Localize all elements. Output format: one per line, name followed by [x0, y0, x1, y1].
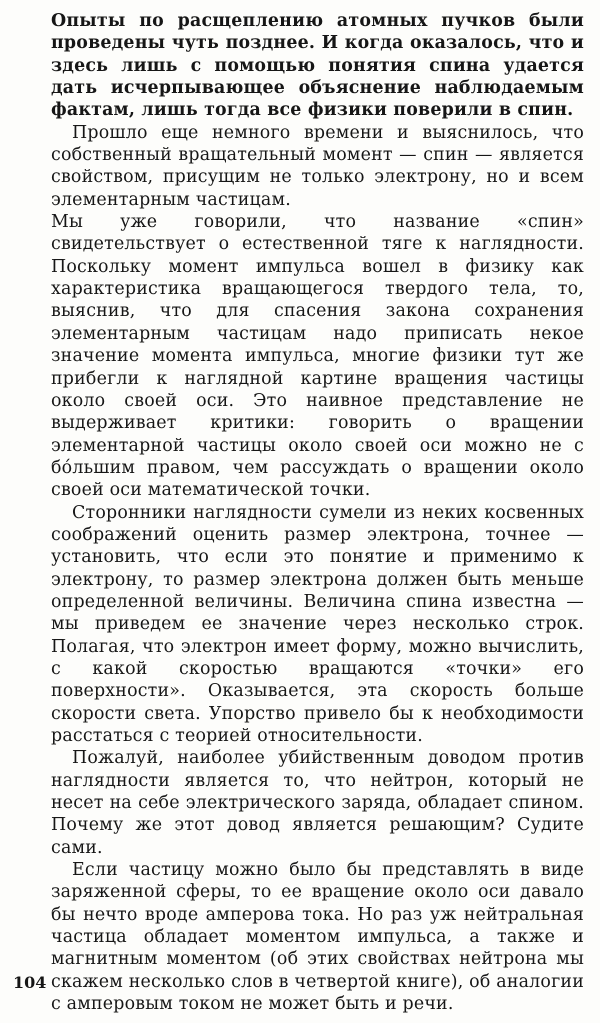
- paragraph-5: Пожалуй, наиболее убийственным доводом против наглядности является то, что нейтрон, который не несет на себе электрического заряда, обладает спином. Почему же этот довод является решающим? Судите сами.: [51, 748, 584, 858]
- paragraph-2: Прошло еще немного времени и выяснилось, что собственный вращательный момент — спин — является свойством, присущим не только электрону, но и всем элементарным частицам.: [51, 122, 584, 210]
- paragraph-6: Если частицу можно было бы представлять в виде заряженной сферы, то ее вращение около оси давало бы нечто вроде амперова тока. Но раз уж нейтральная частица обладает моментом импульса, а также и магнитным моментом (об этих свойствах нейтрона мы скажем несколько слов в четвертой книге), об аналогии с амперовым током не может быть и речи.: [51, 860, 584, 1015]
- body-text: [51, 10, 584, 1015]
- paragraph-1: Опыты по расщеплению атомных пучков были проведены чуть позднее. И когда оказалось, что и здесь лишь с помощью понятия спина удается дать исчерпывающее объяснение наблюдаемым фактам, лишь тогда все физики поверили в спин.: [51, 11, 584, 121]
- paragraph-3: Мы уже говорили, что название «спин» свидетельствует о естественной тяге к наглядности. Поскольку момент импульса вошел в физику как характеристика вращающегося твердого тела, то, выяснив, что для спасения закона сохранения элементарным частицам надо приписать некое значение момента импульса, многие физики тут же прибегли к наглядной картине вращения частицы около своей оси. Это наивное представление не выдерживает критики: говорить о вращении элементарной частицы около своей оси можно не с бо́льшим правом, чем рассуждать о вращении около своей оси математической точки.: [51, 212, 584, 501]
- page-number: 104: [13, 973, 47, 992]
- paragraph-4: Сторонники наглядности сумели из неких косвенных соображений оценить размер электрона, точнее — установить, что если это понятие и применимо к электрону, то размер электрона должен быть меньше определенной величины. Величина спина известна — мы приведем ее значение через несколько строк. Полагая, что электрон имеет форму, можно вычислить, с какой скоростью вращаются «точки» его поверхности». Оказывается, эта скорость больше скорости света. Упорство привело бы к необходимости расстаться с теорией относительности.: [51, 502, 584, 746]
